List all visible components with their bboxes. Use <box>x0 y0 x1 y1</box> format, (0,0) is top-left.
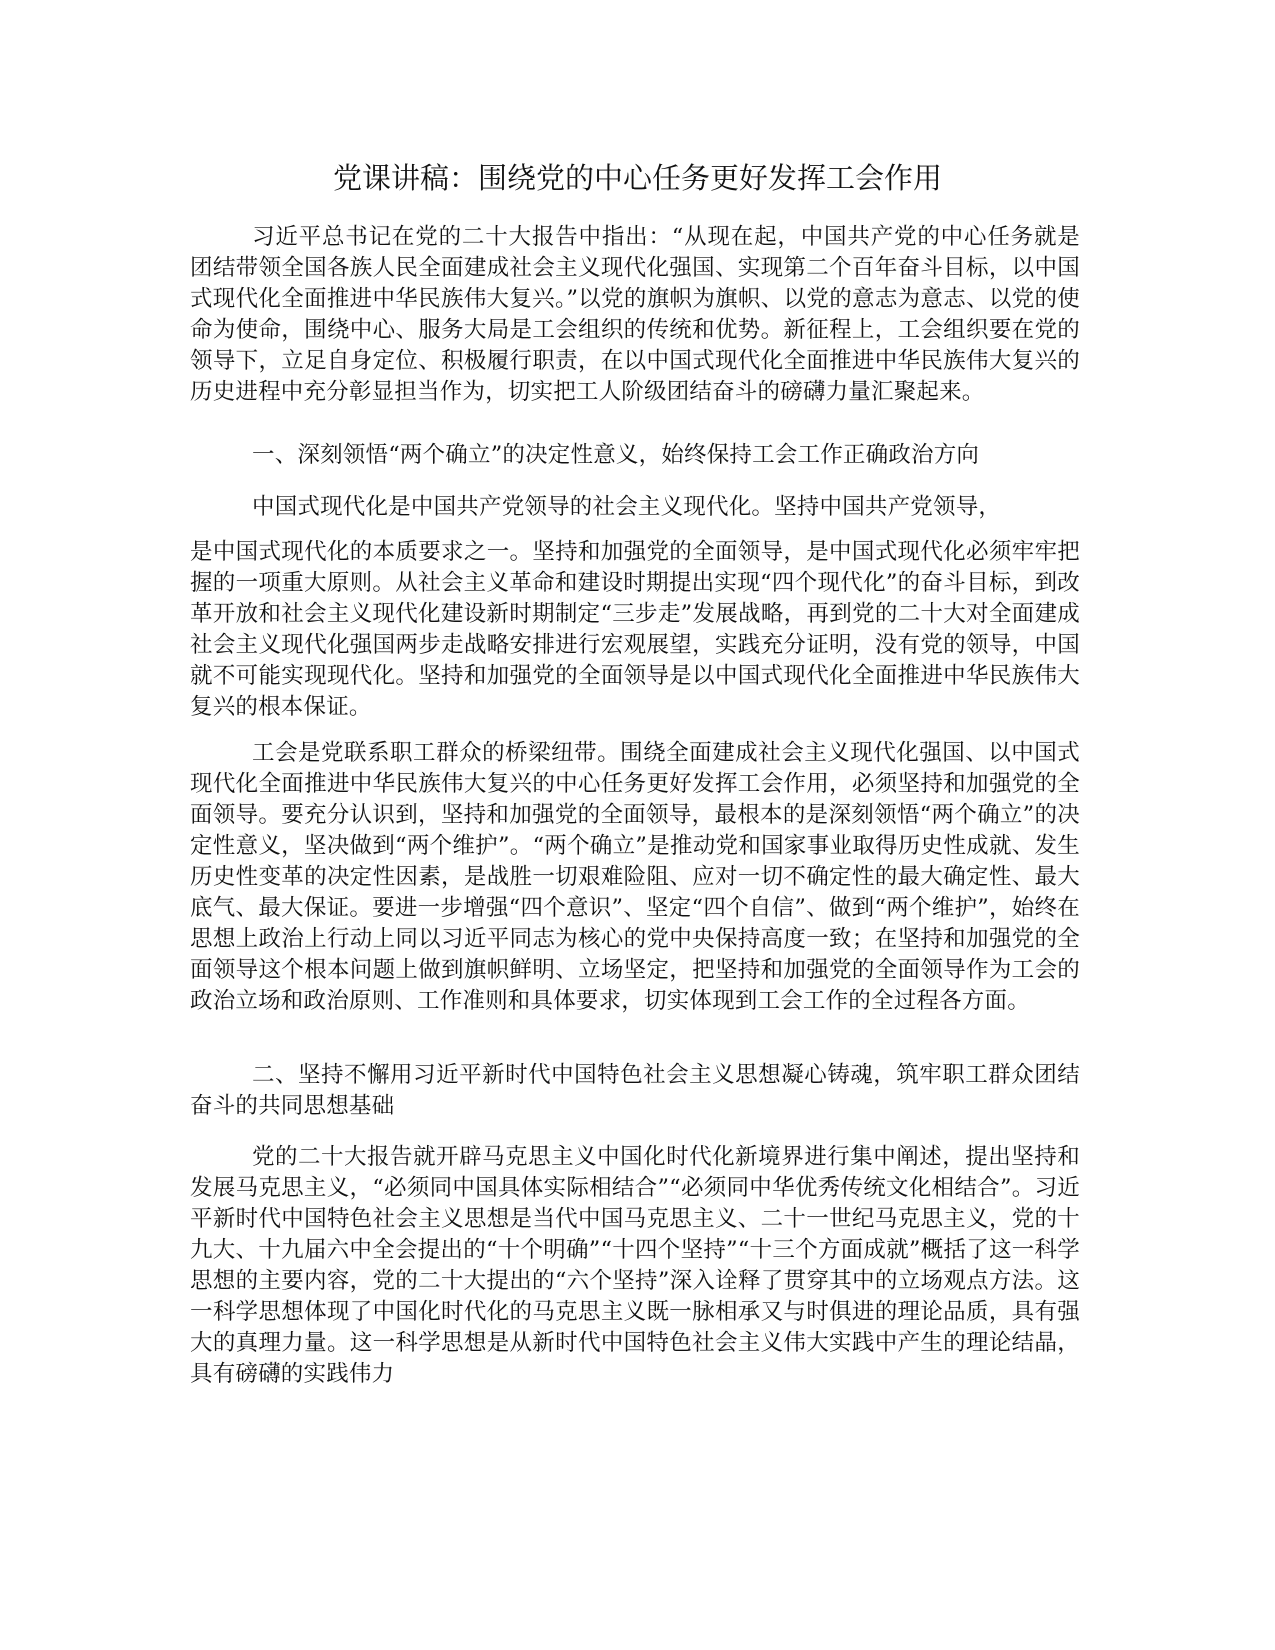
section-heading-2: 二、坚持不懈用习近平新时代中国特色社会主义思想凝心铸魂，筑牢职工群众团结奋斗的共同思想基础 <box>190 1062 1080 1119</box>
document-title: 党课讲稿：围绕党的中心任务更好发挥工会作用 <box>332 161 942 195</box>
section-heading-1: 一、深刻领悟“两个确立”的决定性意义，始终保持工会工作正确政治方向 <box>252 442 980 468</box>
paragraph-intro: 习近平总书记在党的二十大报告中指出：“从现在起，中国共产党的中心任务就是团结带领全国各族人民全面建成社会主义现代化强国、实现第二个百年奋斗目标，以中国式现代化全面推进中华民族伟大复兴。”以党的旗帜为旗帜、以党的意志为意志、以党的使命为使命，围绕中心、服务大局是工会组织的传统和优势。新征程上，工会组织要在党的领导下，立足自身定位、积极履行职责，在以中国式现代化全面推进中华民族伟大复兴的历史进程中充分彰显担当作为，切实把工人阶级团结奋斗的磅礴力量汇聚起来。 <box>190 224 1080 405</box>
paragraph-union-role: 工会是党联系职工群众的桥梁纽带。围绕全面建成社会主义现代化强国、以中国式现代化全面推进中华民族伟大复兴的中心任务更好发挥工会作用，必须坚持和加强党的全面领导。要充分认识到，坚持和加强党的全面领导，最根本的是深刻领悟“两个确立”的决定性意义，坚决做到“两个维护”。“两个确立”是推动党和国家事业取得历史性成就、发生历史性变革的决定性因素，是战胜一切艰难险阻、应对一切不确定性的最大确定性、最大底气、最大保证。要进一步增强“四个意识”、坚定“四个自信”、做到“两个维护”，始终在思想上政治上行动上同以习近平同志为核心的党中央保持高度一致；在坚持和加强党的全面领导这个根本问题上做到旗帜鲜明、立场坚定，把坚持和加强党的全面领导作为工会的政治立场和政治原则、工作准则和具体要求，切实体现到工会工作的全过程各方面。 <box>190 740 1080 1014</box>
paragraph-section1-body: 是中国式现代化的本质要求之一。坚持和加强党的全面领导，是中国式现代化必须牢牢把握的一项重大原则。从社会主义革命和建设时期提出实现“四个现代化”的奋斗目标，到改革开放和社会主义现代化建设新时期制定“三步走”发展战略，再到党的二十大对全面建成社会主义现代化强国两步走战略安排进行宏观展望，实践充分证明，没有党的领导，中国就不可能实现现代化。坚持和加强党的全面领导是以中国式现代化全面推进中华民族伟大复兴的根本保证。 <box>190 539 1080 720</box>
paragraph-section1-lead: 中国式现代化是中国共产党领导的社会主义现代化。坚持中国共产党领导， <box>252 494 1002 520</box>
paragraph-section2-body: 党的二十大报告就开辟马克思主义中国化时代化新境界进行集中阐述，提出坚持和发展马克思主义，“必须同中国具体实际相结合”“必须同中华优秀传统文化相结合”。习近平新时代中国特色社会主义思想是当代中国马克思主义、二十一世纪马克思主义，党的十九大、十九届六中全会提出的“十个明确”“十四个坚持”“十三个方面成就”概括了这一科学思想的主要内容，党的二十大提出的“六个坚持”深入诠释了贯穿其中的立场观点方法。这一科学思想体现了中国化时代化的马克思主义既一脉相承又与时俱进的理论品质，具有强大的真理力量。这一科学思想是从新时代中国特色社会主义伟大实践中产生的理论结晶，具有磅礴的实践伟力 <box>190 1144 1080 1387</box>
